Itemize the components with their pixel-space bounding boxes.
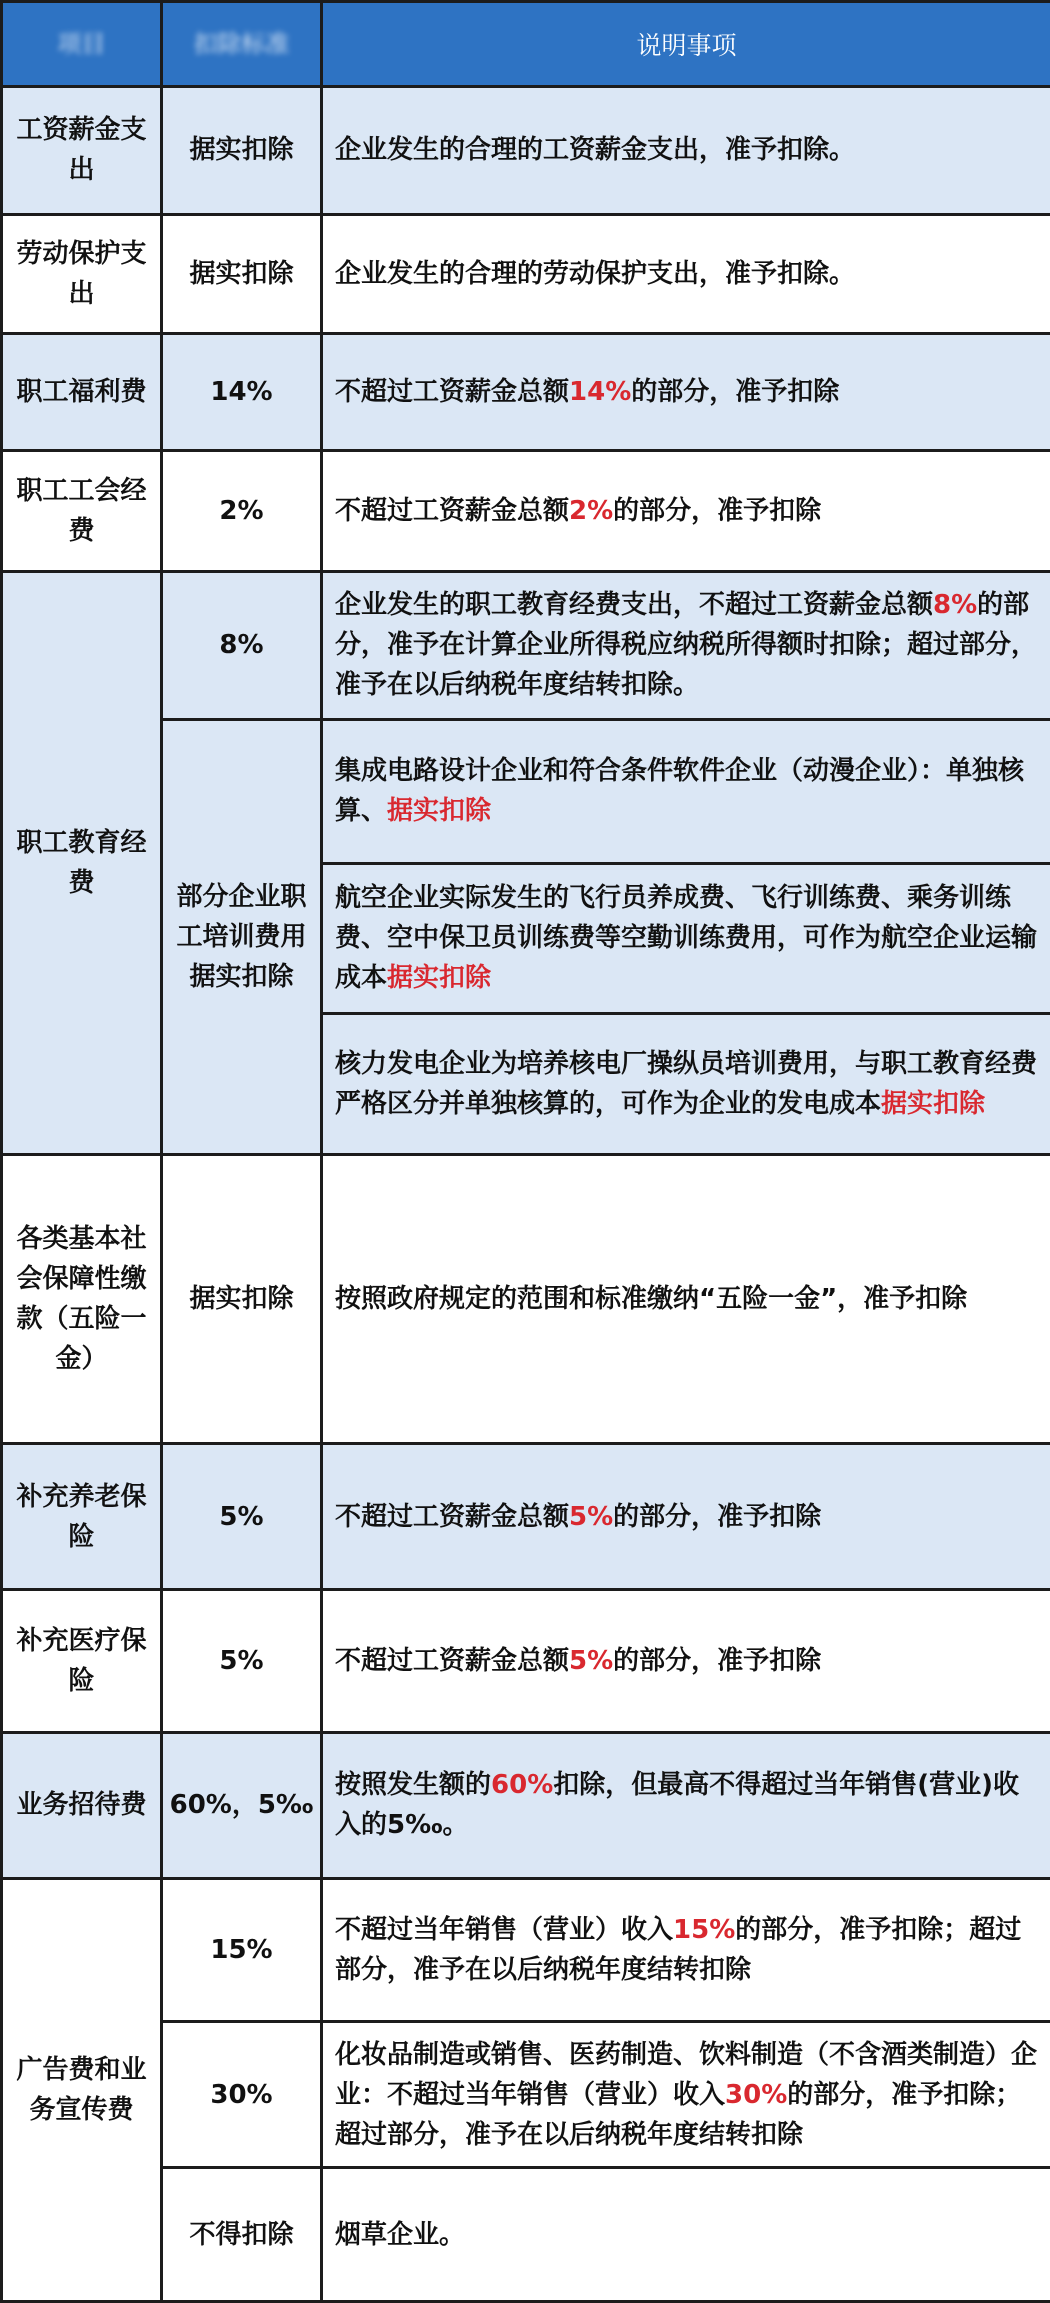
rate-cell: 2% — [162, 451, 322, 571]
description-cell: 航空企业实际发生的飞行员养成费、飞行训练费、乘务训练费、空中保卫员训练费等空勤训练费用，可作为航空企业运输成本据实扣除 — [322, 863, 1050, 1013]
description-cell: 按照发生额的60%扣除，但最高不得超过当年销售(营业)收入的5‰。 — [322, 1733, 1050, 1878]
description-cell: 不超过工资薪金总额5%的部分，准予扣除 — [322, 1589, 1050, 1732]
table-row — [2, 1733, 1050, 1878]
description-cell: 烟草企业。 — [322, 2168, 1050, 2302]
table-row — [2, 1589, 1050, 1732]
item-cell: 职工福利费 — [2, 333, 162, 450]
header-item: 项目 — [2, 2, 162, 87]
header-row — [2, 2, 1050, 87]
rate-cell: 据实扣除 — [162, 87, 322, 214]
item-cell: 工资薪金支出 — [2, 87, 162, 214]
rate-cell: 不得扣除 — [162, 2168, 322, 2302]
item-cell: 职工教育经费 — [2, 571, 162, 1155]
rate-cell: 60%，5‰ — [162, 1733, 322, 1878]
table-row — [2, 1155, 1050, 1444]
header-rate: 扣除标准 — [162, 2, 322, 87]
table-row — [2, 1444, 1050, 1589]
rate-cell: 30% — [162, 2022, 322, 2168]
item-cell: 业务招待费 — [2, 1733, 162, 1878]
description-cell: 企业发生的合理的劳动保护支出，准予扣除。 — [322, 214, 1050, 333]
rate-cell: 8% — [162, 571, 322, 719]
description-cell: 按照政府规定的范围和标准缴纳“五险一金”，准予扣除 — [322, 1155, 1050, 1444]
rate-cell: 5% — [162, 1444, 322, 1589]
item-cell: 职工工会经费 — [2, 451, 162, 571]
header-description: 说明事项 — [322, 2, 1050, 87]
item-cell: 广告费和业务宣传费 — [2, 1878, 162, 2301]
rate-cell: 部分企业职工培训费用据实扣除 — [162, 720, 322, 1155]
description-cell: 化妆品制造或销售、医药制造、饮料制造（不含酒类制造）企业：不超过当年销售（营业）收入30%的部分，准予扣除；超过部分，准予在以后纳税年度结转扣除 — [322, 2022, 1050, 2168]
rate-cell: 15% — [162, 1878, 322, 2021]
item-cell: 劳动保护支出 — [2, 214, 162, 333]
item-cell: 补充养老保险 — [2, 1444, 162, 1589]
description-cell: 核力发电企业为培养核电厂操纵员培训费用，与职工教育经费严格区分并单独核算的，可作为企业的发电成本据实扣除 — [322, 1014, 1050, 1155]
table-row — [2, 451, 1050, 571]
rate-cell: 据实扣除 — [162, 214, 322, 333]
table-row — [2, 87, 1050, 214]
description-cell: 不超过工资薪金总额5%的部分，准予扣除 — [322, 1444, 1050, 1589]
description-cell: 不超过工资薪金总额14%的部分，准予扣除 — [322, 333, 1050, 450]
item-cell: 补充医疗保险 — [2, 1589, 162, 1732]
table-row — [2, 571, 1050, 719]
rate-cell: 14% — [162, 333, 322, 450]
description-cell: 企业发生的合理的工资薪金支出，准予扣除。 — [322, 87, 1050, 214]
table-row — [2, 214, 1050, 333]
table-row — [2, 1878, 1050, 2021]
item-cell: 各类基本社会保障性缴款（五险一金） — [2, 1155, 162, 1444]
table-row — [2, 333, 1050, 450]
description-cell: 企业发生的职工教育经费支出，不超过工资薪金总额8%的部分，准予在计算企业所得税应纳税所得额时扣除；超过部分，准予在以后纳税年度结转扣除。 — [322, 571, 1050, 719]
description-cell: 集成电路设计企业和符合条件软件企业（动漫企业）：单独核算、据实扣除 — [322, 720, 1050, 863]
rate-cell: 据实扣除 — [162, 1155, 322, 1444]
rate-cell: 5% — [162, 1589, 322, 1732]
description-cell: 不超过当年销售（营业）收入15%的部分，准予扣除；超过部分，准予在以后纳税年度结转扣除 — [322, 1878, 1050, 2021]
description-cell: 不超过工资薪金总额2%的部分，准予扣除 — [322, 451, 1050, 571]
